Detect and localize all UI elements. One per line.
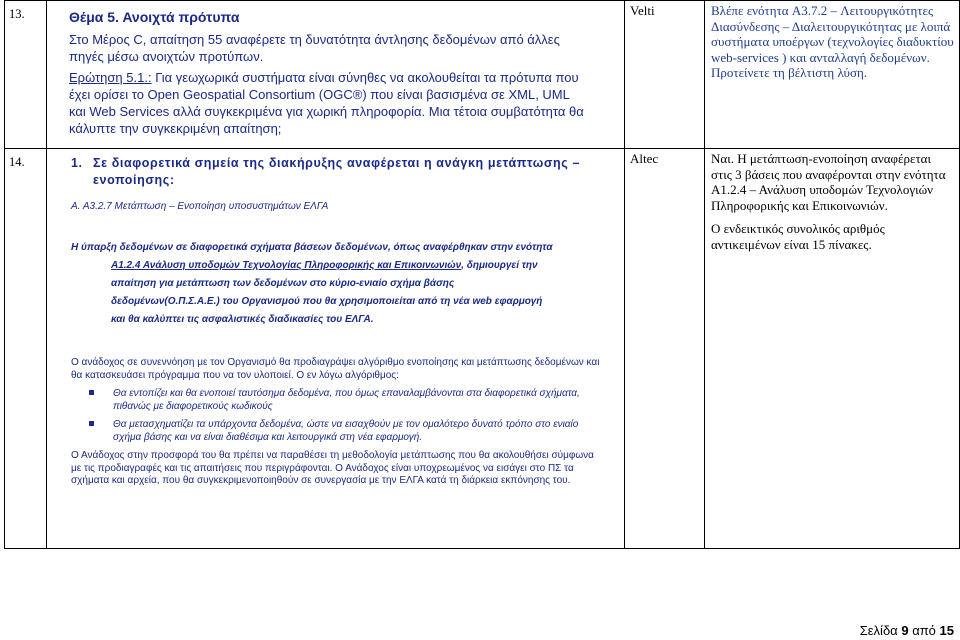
question-body xyxy=(71,357,606,488)
quote-line: δεδομένων(Ο.Π.Σ.Α.Ε.) του Οργανισμού που θα χρησιμοποιείται από τη νέα web εφαρμογή xyxy=(111,296,543,307)
bidder-name: Velti xyxy=(625,1,705,149)
list-item: Θα εντοπίζει και θα ενοποιεί ταυτόσημα δεδομένα, που όμως επαναλαμβάνονται στα διαφορετικά σχήματα, πιθανώς με διαφορετικούς κωδικούς xyxy=(71,388,606,413)
page-total: 15 xyxy=(939,623,954,638)
paragraph: Ο Ανάδοχος στην προσφορά του θα πρέπει να παραθέσει τη μεθοδολογία μετάπτωσης που θα ακολουθήσει σύμφωνα με τις προδιαγραφές και τις απαιτήσεις που περιγράφονται. Ο Ανάδοχος είναι υποχρεωμένος να εισάγει στο ΠΣ τα σχήματα και αρχεία, που θα συγκεκριμενοποιηθούν σε συνεργασία με την ΕΛΓΑ κατά τη διάρκεια εκπόνησης του. xyxy=(71,450,594,486)
quote-cont: , δημιουργεί την xyxy=(461,260,538,271)
answer-cell xyxy=(705,149,960,549)
page-number: 9 xyxy=(901,623,909,638)
answer-cell xyxy=(705,1,960,149)
page-sep: από xyxy=(912,623,936,638)
page-footer xyxy=(860,623,954,638)
page-label: Σελίδα xyxy=(859,623,898,638)
bullet-list xyxy=(71,388,606,444)
quote-line: απαίτηση για μετάπτωση των δεδομένων στο κύριο-ενιαίο σχήμα βάσης xyxy=(111,278,455,289)
quote-line: και θα καλύπτει τις ασφαλιστικές διαδικασίες του ΕΛΓΑ. xyxy=(111,314,374,325)
answer-text: Ναι. Η μετάπτωση-ενοποίηση αναφέρεται στις 3 βάσεις που αναφέρονται στην ενότητα Α1.2.4 – Ανάλυση υποδομών Τεχνολογιών Πληροφορικής και Επικοινωνιών. xyxy=(711,151,946,213)
section-link: Α1.2.4 Ανάλυση υποδομών Τεχνολογίας Πληροφορικής και Επικοινωνιών xyxy=(111,260,462,271)
questions-table xyxy=(4,0,960,549)
answer-text-2: Ο ενδεικτικός συνολικός αριθμός αντικειμένων είναι 15 πίνακες. xyxy=(711,221,885,252)
paragraph: Ο ανάδοχος σε συνεννόηση με τον Οργανισμό θα προδιαγράψει αλγόριθμο ενοποίησης και μετάπτωσης δεδομένων και θα κατασκευάσει πρόγραμμα που να τον υλοποιεί. Ο εν λόγω αλγόριθμος: xyxy=(71,357,600,381)
list-item: Θα μετασχηματίζει τα υπάρχοντα δεδομένα, ώστε να εισαχθούν με τον ομαλότερο δυνατό τρόπο στο ενιαίο σχήμα βάσης και να είναι διαθέσιμα και λειτουργικά στη νέα εφαρμογή. xyxy=(71,419,606,444)
heading-text: Σε διαφορετικά σημεία της διακήρυξης αναφέρεται η ανάγκη μετάπτωσης – xyxy=(93,156,581,170)
bidder-name: Altec xyxy=(625,149,705,549)
answer-text-2: Προτείνετε τη βέλτιστη λύση. xyxy=(711,65,868,80)
heading-number: 1. xyxy=(71,156,83,170)
answer-text: Βλέπε ενότητα A3.7.2 – Λειτουργικότητες Διασύνδεσης – Διαλειτουργικότητας με λοιπά συστήματα υποέργων (τεχνολογίες διαδυκτίου web-services ) και ανταλλαγή δεδομένων. xyxy=(711,3,954,65)
question-intro: Στο Μέρος C, απαίτηση 55 αναφέρετε τη δυνατότητα άντλησης δεδομένων από άλλες πηγές μέσω ανοιχτών προτύπων. xyxy=(69,32,560,64)
row-number: 13. xyxy=(5,1,47,149)
table-row xyxy=(5,149,960,549)
heading-cont: ενοποίησης: xyxy=(93,173,175,187)
question-title: Θέμα 5. Ανοιχτά πρότυπα xyxy=(69,9,240,25)
quote-line: Η ύπαρξη δεδομένων σε διαφορετικά σχήματα βάσεων δεδομένων, όπως αναφέρθηκαν στην ενότητα xyxy=(71,242,553,253)
table-row xyxy=(5,1,960,149)
question-ref: Ερώτηση 5.1.: xyxy=(69,70,152,85)
bullet-icon xyxy=(89,390,94,395)
quoted-requirement xyxy=(71,239,601,329)
question-cell xyxy=(47,149,625,549)
question-text: Για γεωχωρικά συστήματα είναι σύνηθες να ακολουθείται τα πρότυπα που έχει ορίσει το Open Geospatial Consortium (OGC®) που είναι βασισμένα σε XML, UML και Web Services αλλά συγκεκριμένα για χωρική πληροφορία. Μια τέτοια συμβατότητα θα κάλυπτε την συγκεκριμένη απαίτηση; xyxy=(69,70,584,136)
quote-line xyxy=(71,257,601,275)
question-body xyxy=(69,31,589,137)
bullet-icon xyxy=(89,421,94,426)
question-heading xyxy=(71,155,591,189)
question-cell xyxy=(47,1,625,149)
row-number: 14. xyxy=(5,149,47,549)
question-ref: Α. Α3.2.7 Μετάπτωση – Ενοποίηση υποσυστημάτων ΕΛΓΑ xyxy=(71,201,329,212)
